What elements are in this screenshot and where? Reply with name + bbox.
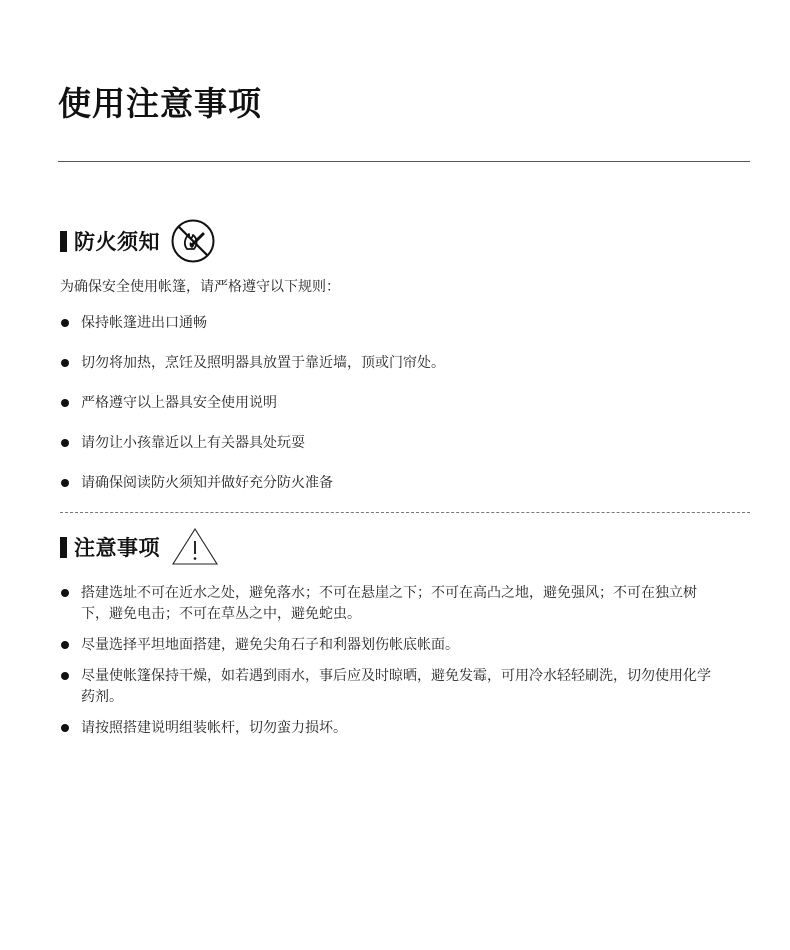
bullet-icon	[61, 589, 69, 597]
item-text: 请按照搭建说明组装帐杆，切勿蛮力损坏。	[81, 720, 347, 736]
fire-rules-list	[60, 313, 445, 513]
fire-intro: 为确保安全使用帐篷，请严格遵守以下规则：	[60, 279, 340, 295]
fire-section-title: 防火须知	[74, 230, 160, 254]
bullet-icon	[61, 641, 69, 649]
no-fire-icon	[170, 218, 216, 264]
list-item	[60, 473, 445, 513]
attention-section-header	[60, 526, 220, 568]
warning-triangle-icon	[170, 526, 220, 568]
bullet-icon	[61, 319, 69, 327]
list-item	[60, 718, 720, 739]
bullet-icon	[61, 479, 69, 487]
fire-section-header	[60, 218, 216, 264]
title-divider	[58, 161, 750, 162]
item-text: 尽量选择平坦地面搭建，避免尖角石子和利器划伤帐底帐面。	[81, 637, 459, 653]
list-item	[60, 433, 445, 473]
bullet-icon	[61, 724, 69, 732]
item-text: 尽量使帐篷保持干燥，如若遇到雨水，事后应及时晾晒，避免发霉，可用冷水轻轻刷洗，切勿使用化学药剂。	[81, 668, 711, 705]
section-marker	[60, 231, 67, 252]
item-text: 保持帐篷进出口通畅	[81, 315, 207, 331]
attention-rules-list	[60, 583, 720, 749]
bullet-icon	[61, 399, 69, 407]
page-title: 使用注意事项	[58, 84, 262, 123]
list-item	[60, 635, 720, 656]
item-text: 切勿将加热，烹饪及照明器具放置于靠近墙，顶或门帘处。	[81, 355, 445, 371]
bullet-icon	[61, 672, 69, 680]
list-item	[60, 393, 445, 433]
list-item	[60, 353, 445, 393]
attention-section-title: 注意事项	[74, 536, 160, 560]
bullet-icon	[61, 439, 69, 447]
item-text: 请确保阅读防火须知并做好充分防火准备	[81, 475, 333, 491]
section-divider	[60, 512, 750, 513]
bullet-icon	[61, 359, 69, 367]
section-marker	[60, 537, 67, 558]
item-text: 搭建选址不可在近水之处，避免落水；不可在悬崖之下；不可在高凸之地，避免强风；不可在独立树下，避免电击；不可在草丛之中，避免蛇虫。	[81, 585, 697, 622]
item-text: 请勿让小孩靠近以上有关器具处玩耍	[81, 435, 305, 451]
list-item	[60, 666, 720, 708]
list-item	[60, 583, 720, 625]
list-item	[60, 313, 445, 353]
item-text: 严格遵守以上器具安全使用说明	[81, 395, 277, 411]
